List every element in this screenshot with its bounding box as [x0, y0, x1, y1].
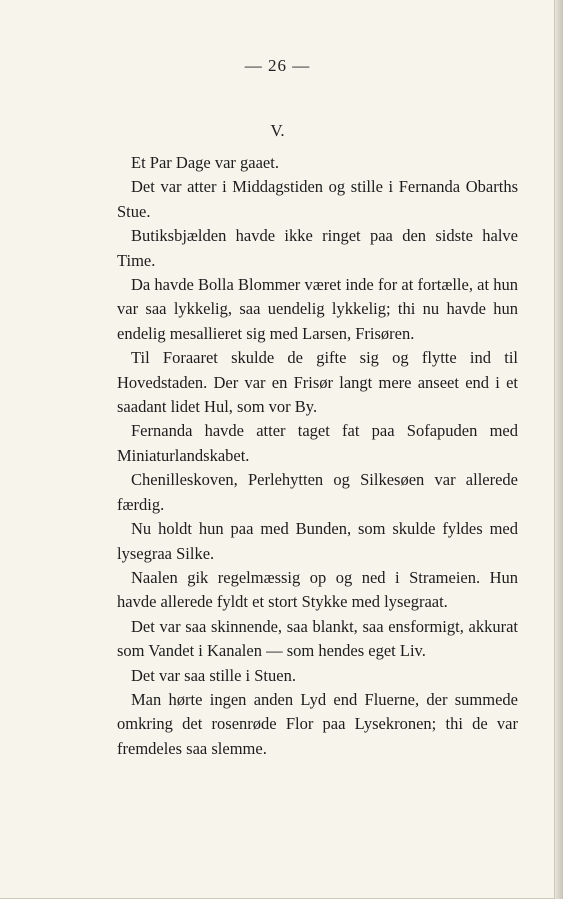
- paragraph: Man hørte ingen anden Lyd end Fluerne, der summede omkring det rosenrøde Flor paa Lysekronen; thi de var fremdeles saa slemme.: [117, 689, 518, 758]
- paragraph: Det var saa skinnende, saa blankt, saa ensformigt, akkurat som Vandet i Kanalen — som hendes eget Liv.: [117, 616, 518, 661]
- paragraph: Butiksbjælden havde ikke ringet paa den sidste halve Time.: [117, 226, 518, 270]
- paragraph: Fernanda havde atter taget fat paa Sofapuden med Miniaturlandskabet.: [117, 421, 518, 465]
- paragraph: Chenilleskoven, Perlehytten og Silkesøen var allerede færdig.: [117, 470, 518, 514]
- paragraph: Da havde Bolla Blommer været inde for at fortælle, at hun var saa lykkelig, saa uendelig lykkelig; thi nu havde hun endelig mesallieret sig med Larsen, Frisøren.: [117, 275, 518, 343]
- paragraph: Det var atter i Middagstiden og stille i Fernanda Obarths Stue.: [117, 177, 518, 221]
- paragraph: Naalen gik regelmæssig op og ned i Strameien. Hun havde allerede fyldt et stort Stykke med lysegraat.: [117, 567, 518, 612]
- paragraph: Til Foraaret skulde de gifte sig og flytte ind til Hovedstaden. Der var en Frisør langt mere anseet end i et saadant lidet Hul, som vor By.: [117, 348, 518, 417]
- paragraph: Det var saa stille i Stuen.: [131, 665, 296, 685]
- chapter-heading: V.: [270, 121, 285, 140]
- page-edge: [555, 0, 563, 899]
- body-text: [117, 151, 518, 761]
- paragraph: Et Par Dage var gaaet.: [131, 153, 279, 172]
- paragraph: Nu holdt hun paa med Bunden, som skulde fyldes med lysegraa Silke.: [117, 519, 518, 563]
- page-number: — 26 —: [244, 56, 311, 75]
